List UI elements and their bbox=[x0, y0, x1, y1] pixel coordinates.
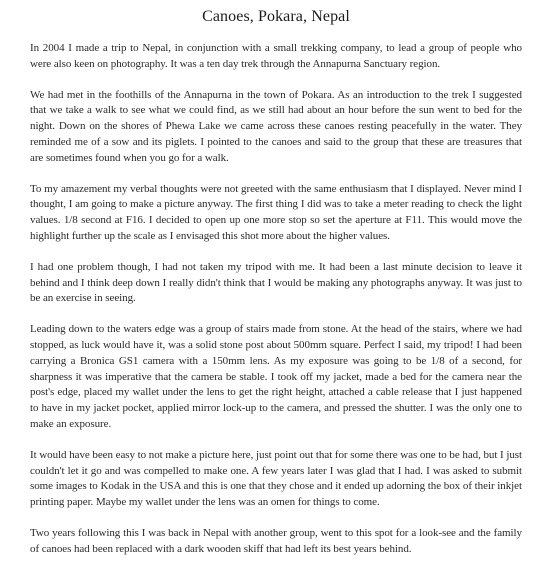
document-title: Canoes, Pokara, Nepal bbox=[202, 8, 350, 25]
paragraph-stone-post: Leading down to the waters edge was a group of stairs made from stone. At the head of the stairs, where we had stopped, as luck would have it, was a solid stone post about 500mm square. Perfect I said, my tripod! I had been carrying a Bronica GS1 camera with a 150mm lens. As my exposure was going to be 1/8 of a second, for sharpness it was imperative that the camera be stable. I took off my jacket, made a bed for the camera near the post's edge, placed my wallet under the lens to get the right height, attached a cable release that I just happened to have in my jacket pocket, applied mirror lock-up to the camera, and pressed the shutter. I was the only one to make an exposure. bbox=[30, 323, 522, 430]
paragraph-kodak: It would have been easy to not make a picture here, just point out that for some there was one to be had, but I just couldn't let it go and was compelled to make one. A few years later I was glad that I had. I was asked to submit some images to Kodak in the USA and this is one that they chose and it ended up adorning the box of their inkjet printing paper. Maybe my wallet under the lens was an omen for things to come. bbox=[30, 448, 522, 509]
paragraph-meter-reading: To my amazement my verbal thoughts were not greeted with the same enthusiasm that I displayed. Never mind I thought, I am going to make a picture anyway. The first thing I did was to take a meter reading to check the light values. 1/8 second at F16. I decided to open up one more stop so set the aperture at F11. This would move the highlight further up the scale as I envisaged this shot more about the higher values. bbox=[30, 182, 522, 242]
paragraph-trip-intro: In 2004 I made a trip to Nepal, in conjunction with a small trekking company, to lead a group of people who were also keen on photography. It was a ten day trek through the Annapurna Sanctuary region. bbox=[30, 42, 522, 70]
paragraph-pokara-walk: We had met in the foothills of the Annapurna in the town of Pokara. As an introduction to the trek I suggested that we take a walk to see what we could find, as we still had about an hour before the sun went to bed for the night. Down on the shores of Phewa Lake we came across these canoes resting peacefully in the water. They reminded me of a sow and its piglets. I pointed to the canoes and said to the group that these are treasures that are sometimes found when you go for a walk. bbox=[30, 88, 522, 164]
document-page bbox=[30, 0, 522, 558]
document-body bbox=[30, 41, 522, 558]
paragraph-no-tripod: I had one problem though, I had not taken my tripod with me. It had been a last minute decision to leave it behind and I think deep down I really didn't think that I would be making any photographs anyway. It was just to be an exercise in seeing. bbox=[30, 260, 522, 305]
paragraph-return-visit: Two years following this I was back in Nepal with another group, went to this spot for a look-see and the family of canoes had been replaced with a dark wooden skiff that had left its best years behind. bbox=[30, 526, 522, 555]
